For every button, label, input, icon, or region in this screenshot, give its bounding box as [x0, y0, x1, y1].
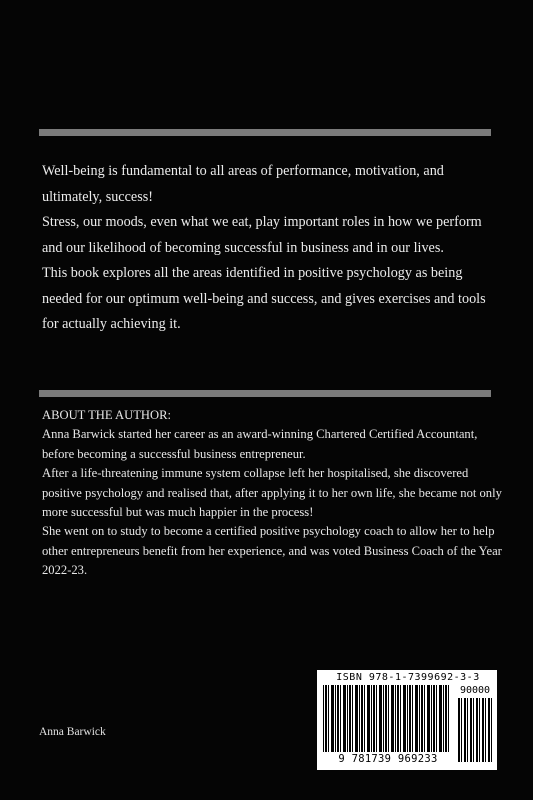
blurb-paragraph: This book explores all the areas identified in positive psychology as being needed for our optimum well-being and success, and gives exercises and tools for actually achieving it.: [42, 265, 486, 332]
about-paragraph: Anna Barwick started her career as an award-winning Chartered Certified Accountant, before becoming a successful business entrepreneur.: [42, 427, 478, 461]
blurb-text: [42, 159, 500, 338]
blurb-paragraph: Well-being is fundamental to all areas of performance, motivation, and ultimately, success!: [42, 163, 444, 205]
about-the-author: [42, 406, 502, 581]
barcode-digits: 9 781739 969233: [338, 753, 438, 765]
blurb-paragraph: Stress, our moods, even what we eat, play important roles in how we perform and our likelihood of becoming successful in business and in our lives.: [42, 214, 482, 256]
about-paragraph: She went on to study to become a certified positive psychology coach to allow her to help other entrepreneurs benefit from her experience, and was voted Business Coach of the Year 2022-23.: [42, 524, 502, 578]
about-heading: ABOUT THE AUTHOR:: [42, 408, 171, 422]
about-paragraph: After a life-threatening immune system collapse left her hospitalised, she discovered positive psychology and realised that, after applying it to her own life, she became not only more successful but was much happier in the process!: [42, 466, 502, 520]
isbn-label: ISBN 978-1-7399692-3-3: [336, 672, 480, 683]
barcode-bars: [323, 685, 451, 752]
middle-divider: [39, 390, 491, 397]
author-name: Anna Barwick: [39, 726, 106, 738]
barcode-addon-digits: 90000: [459, 685, 491, 696]
barcode-addon-bars: [458, 698, 492, 762]
top-divider: [39, 129, 491, 136]
isbn-barcode: [317, 670, 497, 770]
